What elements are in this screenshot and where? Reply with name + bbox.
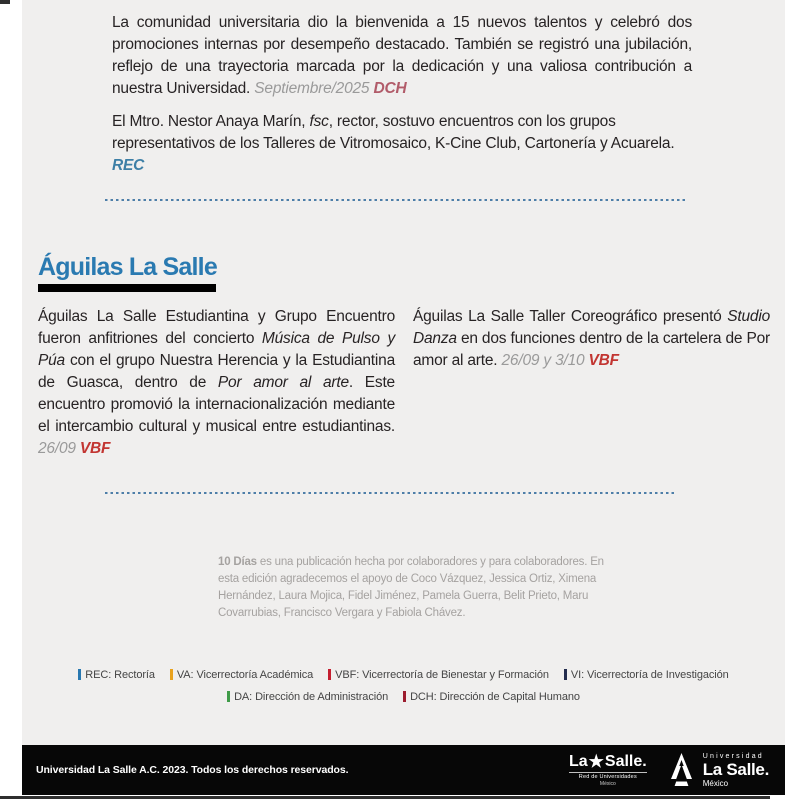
news-paragraph-rector-post: , rector, sostuvo encuentros con los grupos representativos de los Talleres de Vitromosaico, K-Cine Club, Cartonería y Acuarela. xyxy=(112,113,675,152)
right-col-date: 26/09 y 3/10 xyxy=(501,352,585,369)
legend-item-rec xyxy=(78,669,155,681)
legend-item-va xyxy=(170,669,313,681)
news-paragraph-hr-text: La comunidad universitaria dio la bienvenida a 15 nuevos talentos y celebró dos promociones internas por desempeño destacado. También se registró una jubilación, reflejo de una trayectoria marcada por la dedicación y una valiosa contribución a nuestra Universidad. xyxy=(112,14,692,97)
logo-mexico-label: México xyxy=(702,778,729,788)
footer-logos xyxy=(569,745,769,795)
newsletter-page xyxy=(22,0,785,795)
publication-credits xyxy=(218,554,613,622)
aguilas-section-header xyxy=(38,252,217,292)
left-col-post: . Este encuentro promovió la internacionalización mediante el intercambio cultural y musical entre estudiantinas. xyxy=(38,374,395,435)
logo-network-subtitle: Red de Universidades xyxy=(569,772,647,781)
legend-color-bar xyxy=(78,669,81,680)
legend-row-2 xyxy=(22,690,785,705)
news-paragraph-hr-date: Septiembre/2025 xyxy=(254,80,370,97)
aguilas-column-left xyxy=(38,306,395,460)
legend-color-bar xyxy=(564,669,567,680)
legend-label: REC: Rectoría xyxy=(85,669,155,681)
legend-item-vi xyxy=(564,669,729,681)
legend-label: VA: Vicerrectoría Académica xyxy=(176,669,314,681)
legend-row-1 xyxy=(22,668,785,683)
lasalle-emblem-icon xyxy=(665,752,698,788)
legend-label: VI: Vicerrectoría de Investigación xyxy=(570,669,729,681)
star-icon: ★ xyxy=(588,751,604,771)
left-col-mid: con el grupo Nuestra Herencia y la Estudiantina de Guasca, dentro de xyxy=(38,352,395,391)
logo-word-salle: Salle. xyxy=(604,752,647,770)
logo-word-la: La xyxy=(568,752,588,770)
dashed-divider-top xyxy=(105,199,687,201)
left-col-date: 26/09 xyxy=(38,440,76,457)
legend-item-dch xyxy=(403,691,580,703)
legend-item-vbf xyxy=(328,669,549,681)
news-paragraph-rector xyxy=(112,111,692,177)
news-paragraph-hr xyxy=(112,12,692,100)
aguilas-column-right xyxy=(413,306,770,460)
footer-bar xyxy=(22,745,785,795)
logo-network-country: México xyxy=(599,781,616,788)
legend-color-bar xyxy=(170,669,173,680)
logo-university-label: Universidad xyxy=(702,752,764,760)
right-col-post: en dos funciones dentro de la cartelera de Por amor al arte. xyxy=(413,330,770,369)
left-col-concert-title: Música de Pulso y Púa xyxy=(38,330,395,369)
legend-label: DA: Dirección de Administración xyxy=(234,691,389,703)
legend-color-bar xyxy=(227,691,230,702)
logo-lasalle-mexico-text xyxy=(703,753,769,788)
news-paragraph-rector-fsc: fsc xyxy=(309,113,329,130)
dashed-divider-bottom xyxy=(105,492,675,494)
news-paragraph-rector-tag: REC xyxy=(112,157,145,174)
right-col-tag: VBF xyxy=(588,352,619,369)
logo-lasalle-mexico xyxy=(665,752,769,788)
left-col-pre: Águilas La Salle Estudiantina y Grupo Encuentro fueron anfitriones del concierto xyxy=(38,308,395,347)
legend-color-bar xyxy=(328,669,331,680)
left-col-tag: VBF xyxy=(79,440,111,457)
section-title: Águilas La Salle xyxy=(38,253,217,281)
legend-color-bar xyxy=(403,691,406,702)
news-paragraph-rector-pre: El Mtro. Nestor Anaya Marín, xyxy=(112,113,310,130)
legend-label: VBF: Vicerrectoría de Bienestar y Formación xyxy=(335,669,549,681)
right-col-pre: Águilas La Salle Taller Coreográfico presentó xyxy=(413,308,728,325)
publication-name: 10 Días xyxy=(218,556,257,568)
legend-item-da xyxy=(227,691,388,703)
publication-credits-text: es una publicación hecha por colaboradores y para colaboradores. En esta edición agradecemos el apoyo de Coco Vázquez, Jessica Ortiz, Ximena Hernández, Laura Mojica, Fidel Jiménez, Pamela Guerra, Belit Prieto, Maru Covarrubias, Francisco Vergara y Fabiola Chávez. xyxy=(218,556,604,619)
logo-lasalle-network xyxy=(569,753,647,788)
copyright-text: Universidad La Salle A.C. 2023. Todos los derechos reservados. xyxy=(36,764,349,776)
right-col-show-title: Studio Danza xyxy=(413,308,770,347)
left-col-program-title: Por amor al arte xyxy=(217,374,349,391)
aguilas-columns xyxy=(38,306,771,460)
news-paragraph-hr-tag: DCH xyxy=(373,80,407,97)
legend-label: DCH: Dirección de Capital Humano xyxy=(410,691,580,703)
news-intro-section xyxy=(112,12,692,177)
prev-page-edge-mark xyxy=(0,0,10,4)
logo-lasalle-wordmark: La Salle. xyxy=(702,759,769,779)
logo-lasalle-network-wordmark xyxy=(569,753,647,770)
section-title-underline xyxy=(38,284,216,292)
abbreviation-legend xyxy=(22,668,785,712)
